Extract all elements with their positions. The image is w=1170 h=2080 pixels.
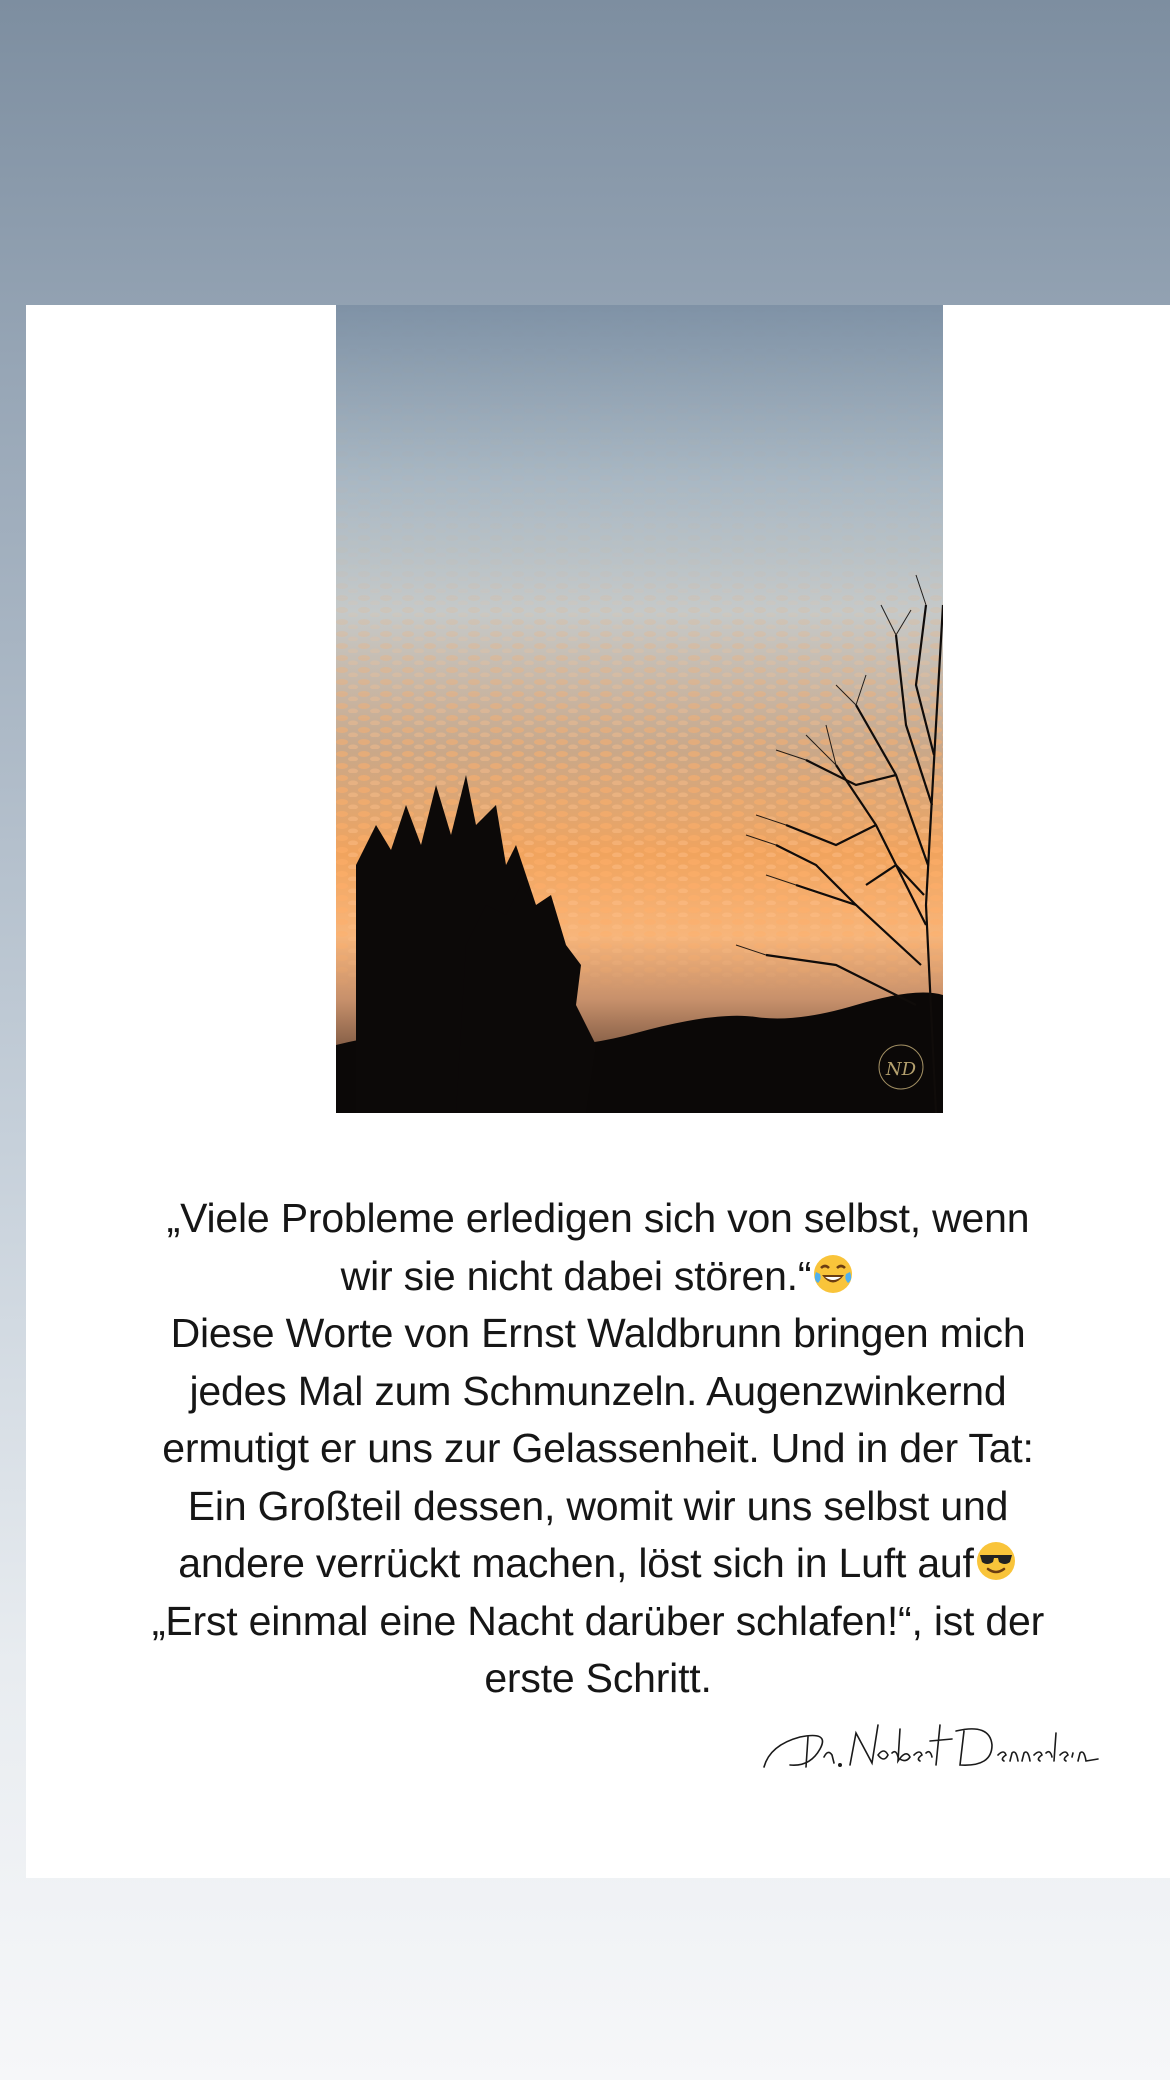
- signature-image: [760, 1705, 1100, 1785]
- story-card: [26, 305, 1170, 1878]
- caption-line: „Viele Probleme erledigen sich von selbst, wenn: [166, 1195, 1030, 1241]
- caption-line: erste Schritt.: [484, 1655, 712, 1701]
- caption-line-with-emoji: [66, 1248, 1130, 1306]
- caption-line: ermutigt er uns zur Gelassenheit. Und in der Tat:: [162, 1425, 1034, 1471]
- caption-line: andere verrückt machen, löst sich in Luft auf: [178, 1540, 974, 1586]
- caption-line: Diese Worte von Ernst Waldbrunn bringen mich: [170, 1310, 1026, 1356]
- caption-line: „Erst einmal eine Nacht darüber schlafen!“, ist der: [151, 1597, 1045, 1644]
- caption-line: wir sie nicht dabei stören.“: [340, 1252, 812, 1299]
- caption-line: Ein Großteil dessen, womit wir uns selbst und: [187, 1482, 1009, 1529]
- face-with-tears-of-joy-icon: [811, 1252, 855, 1296]
- post-caption: [66, 1190, 1130, 1708]
- watermark-text: ND: [885, 1059, 917, 1080]
- caption-line: jedes Mal zum Schmunzeln. Augenzwinkernd: [189, 1367, 1007, 1414]
- handwritten-signature: [760, 1705, 1100, 1785]
- sunset-photo: [336, 305, 943, 1113]
- smiling-face-with-sunglasses-icon: [974, 1539, 1018, 1583]
- caption-line-with-emoji: [66, 1535, 1130, 1593]
- sunset-sky-image: [336, 305, 943, 1113]
